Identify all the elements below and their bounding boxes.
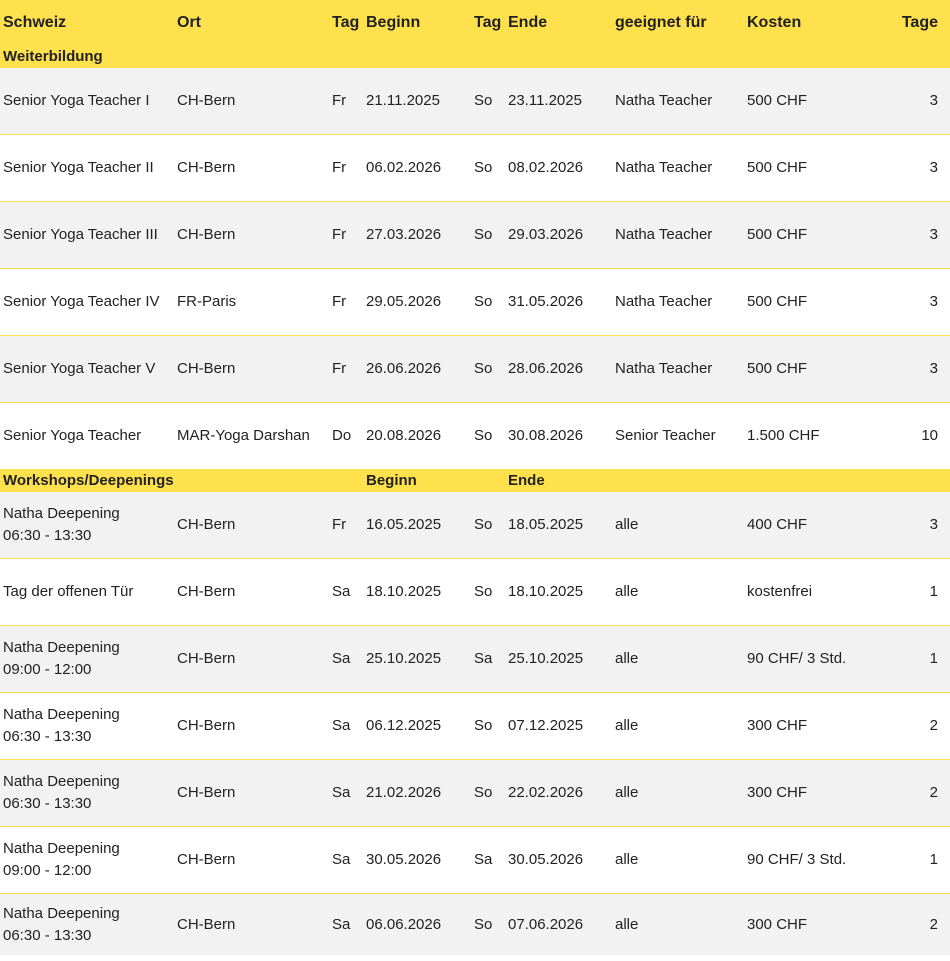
end-date: 29.03.2026	[508, 202, 615, 269]
end-weekday: So	[474, 693, 508, 760]
suitable-for: alle	[615, 626, 747, 693]
suitable-for: Natha Teacher	[615, 336, 747, 403]
days: 2	[867, 894, 950, 956]
section-workshops	[0, 470, 950, 493]
course-time: 06:30 - 13:30	[3, 728, 92, 745]
course-time: 06:30 - 13:30	[3, 926, 92, 944]
suitable-for: alle	[615, 693, 747, 760]
start-weekday: Sa	[332, 760, 366, 827]
cost: 500 CHF	[747, 68, 867, 135]
location: CH-Bern	[177, 492, 332, 559]
start-date: 27.03.2026	[366, 202, 474, 269]
days: 3	[867, 492, 950, 559]
location: CH-Bern	[177, 626, 332, 693]
course-time: 09:00 - 12:00	[3, 661, 92, 678]
end-date: 30.05.2026	[508, 827, 615, 894]
table-row	[0, 269, 950, 336]
course-name: Natha Deepening	[3, 639, 120, 656]
table-row	[0, 492, 950, 559]
location: MAR-Yoga Darshan	[177, 403, 332, 470]
section-spacer	[474, 470, 508, 493]
cost: 500 CHF	[747, 135, 867, 202]
course-name: Senior Yoga Teacher I	[3, 92, 150, 109]
end-date: 25.10.2025	[508, 626, 615, 693]
start-weekday: Sa	[332, 894, 366, 956]
header-tage: Tage	[867, 0, 950, 46]
end-date: 22.02.2026	[508, 760, 615, 827]
suitable-for: alle	[615, 827, 747, 894]
course-name-cell	[0, 202, 177, 269]
start-weekday: Fr	[332, 202, 366, 269]
header-tag-start: Tag	[332, 0, 366, 46]
cost: 1.500 CHF	[747, 403, 867, 470]
end-weekday: So	[474, 336, 508, 403]
location: FR-Paris	[177, 269, 332, 336]
course-name-cell	[0, 827, 177, 894]
start-date: 16.05.2025	[366, 492, 474, 559]
course-name-cell	[0, 492, 177, 559]
start-weekday: Fr	[332, 135, 366, 202]
location: CH-Bern	[177, 894, 332, 956]
course-time: 09:00 - 12:00	[3, 862, 92, 879]
cost: 500 CHF	[747, 202, 867, 269]
location: CH-Bern	[177, 68, 332, 135]
end-date: 31.05.2026	[508, 269, 615, 336]
end-weekday: So	[474, 269, 508, 336]
days: 1	[867, 626, 950, 693]
table-row	[0, 336, 950, 403]
cost: 500 CHF	[747, 269, 867, 336]
days: 2	[867, 760, 950, 827]
course-name: Natha Deepening	[3, 773, 120, 790]
section-beginn-label: Beginn	[366, 470, 474, 493]
start-date: 06.06.2026	[366, 894, 474, 956]
course-name-cell	[0, 135, 177, 202]
start-date: 18.10.2025	[366, 559, 474, 626]
suitable-for: alle	[615, 760, 747, 827]
table-row	[0, 894, 950, 956]
location: CH-Bern	[177, 135, 332, 202]
end-date: 07.06.2026	[508, 894, 615, 956]
course-name: Senior Yoga Teacher III	[3, 226, 158, 243]
course-name: Natha Deepening	[3, 840, 120, 857]
section-spacer	[615, 470, 950, 493]
suitable-for: Natha Teacher	[615, 68, 747, 135]
start-date: 30.05.2026	[366, 827, 474, 894]
section-title: Workshops/Deepenings	[0, 470, 366, 493]
course-name-cell	[0, 626, 177, 693]
start-weekday: Sa	[332, 693, 366, 760]
suitable-for: Natha Teacher	[615, 202, 747, 269]
course-name-cell	[0, 403, 177, 470]
end-date: 18.10.2025	[508, 559, 615, 626]
suitable-for: Natha Teacher	[615, 269, 747, 336]
course-name: Senior Yoga Teacher	[3, 427, 142, 444]
suitable-for: Senior Teacher	[615, 403, 747, 470]
suitable-for: alle	[615, 559, 747, 626]
table-row	[0, 68, 950, 135]
location: CH-Bern	[177, 202, 332, 269]
course-name: Senior Yoga Teacher II	[3, 159, 154, 176]
course-name-cell	[0, 336, 177, 403]
end-date: 23.11.2025	[508, 68, 615, 135]
days: 3	[867, 202, 950, 269]
header-beginn: Beginn	[366, 0, 474, 46]
days: 2	[867, 693, 950, 760]
start-date: 29.05.2026	[366, 269, 474, 336]
header-schweiz: Schweiz	[0, 0, 177, 46]
header-ort: Ort	[177, 0, 332, 46]
course-time: 06:30 - 13:30	[3, 527, 92, 544]
end-date: 18.05.2025	[508, 492, 615, 559]
table-row	[0, 403, 950, 470]
days: 10	[867, 403, 950, 470]
section-ende-label: Ende	[508, 470, 615, 493]
header-ende: Ende	[508, 0, 615, 46]
course-name-cell	[0, 760, 177, 827]
end-weekday: So	[474, 135, 508, 202]
location: CH-Bern	[177, 827, 332, 894]
start-date: 25.10.2025	[366, 626, 474, 693]
table-row	[0, 626, 950, 693]
course-name: Senior Yoga Teacher IV	[3, 293, 160, 310]
days: 3	[867, 269, 950, 336]
location: CH-Bern	[177, 693, 332, 760]
location: CH-Bern	[177, 760, 332, 827]
course-time: 06:30 - 13:30	[3, 795, 92, 812]
course-name: Natha Deepening	[3, 706, 120, 723]
start-date: 26.06.2026	[366, 336, 474, 403]
course-name: Senior Yoga Teacher V	[3, 360, 156, 377]
start-weekday: Fr	[332, 492, 366, 559]
table-row	[0, 760, 950, 827]
section-title: Weiterbildung	[0, 46, 950, 68]
end-weekday: Sa	[474, 626, 508, 693]
start-weekday: Sa	[332, 559, 366, 626]
days: 3	[867, 336, 950, 403]
days: 1	[867, 559, 950, 626]
cost: 90 CHF/ 3 Std.	[747, 827, 867, 894]
end-weekday: Sa	[474, 827, 508, 894]
course-name: Natha Deepening	[3, 904, 120, 922]
course-name-cell	[0, 693, 177, 760]
cost: 500 CHF	[747, 336, 867, 403]
start-date: 06.02.2026	[366, 135, 474, 202]
days: 3	[867, 68, 950, 135]
end-weekday: So	[474, 68, 508, 135]
suitable-for: alle	[615, 492, 747, 559]
cost: 400 CHF	[747, 492, 867, 559]
course-name-cell	[0, 559, 177, 626]
cost: 300 CHF	[747, 760, 867, 827]
end-date: 28.06.2026	[508, 336, 615, 403]
section-weiterbildung	[0, 46, 950, 68]
start-weekday: Sa	[332, 626, 366, 693]
header-tag-end: Tag	[474, 0, 508, 46]
end-weekday: So	[474, 760, 508, 827]
cost: 90 CHF/ 3 Std.	[747, 626, 867, 693]
cost: 300 CHF	[747, 693, 867, 760]
start-date: 21.02.2026	[366, 760, 474, 827]
cost: kostenfrei	[747, 559, 867, 626]
start-date: 21.11.2025	[366, 68, 474, 135]
end-weekday: So	[474, 559, 508, 626]
end-weekday: So	[474, 894, 508, 956]
course-name: Tag der offenen Tür	[3, 583, 134, 600]
cost: 300 CHF	[747, 894, 867, 956]
table-row	[0, 693, 950, 760]
days: 3	[867, 135, 950, 202]
start-weekday: Do	[332, 403, 366, 470]
course-name: Natha Deepening	[3, 505, 120, 522]
start-weekday: Fr	[332, 336, 366, 403]
end-date: 30.08.2026	[508, 403, 615, 470]
end-weekday: So	[474, 492, 508, 559]
start-weekday: Fr	[332, 68, 366, 135]
table-row	[0, 202, 950, 269]
end-date: 08.02.2026	[508, 135, 615, 202]
end-weekday: So	[474, 403, 508, 470]
table-row	[0, 559, 950, 626]
header-geeignet: geeignet für	[615, 0, 747, 46]
header-row	[0, 0, 950, 46]
end-date: 07.12.2025	[508, 693, 615, 760]
suitable-for: alle	[615, 894, 747, 956]
start-weekday: Sa	[332, 827, 366, 894]
table-row	[0, 135, 950, 202]
start-weekday: Fr	[332, 269, 366, 336]
course-name-cell	[0, 68, 177, 135]
start-date: 20.08.2026	[366, 403, 474, 470]
end-weekday: So	[474, 202, 508, 269]
table-row	[0, 827, 950, 894]
suitable-for: Natha Teacher	[615, 135, 747, 202]
course-name-cell	[0, 269, 177, 336]
days: 1	[867, 827, 950, 894]
location: CH-Bern	[177, 336, 332, 403]
location: CH-Bern	[177, 559, 332, 626]
header-kosten: Kosten	[747, 0, 867, 46]
start-date: 06.12.2025	[366, 693, 474, 760]
course-name-cell	[0, 894, 177, 956]
